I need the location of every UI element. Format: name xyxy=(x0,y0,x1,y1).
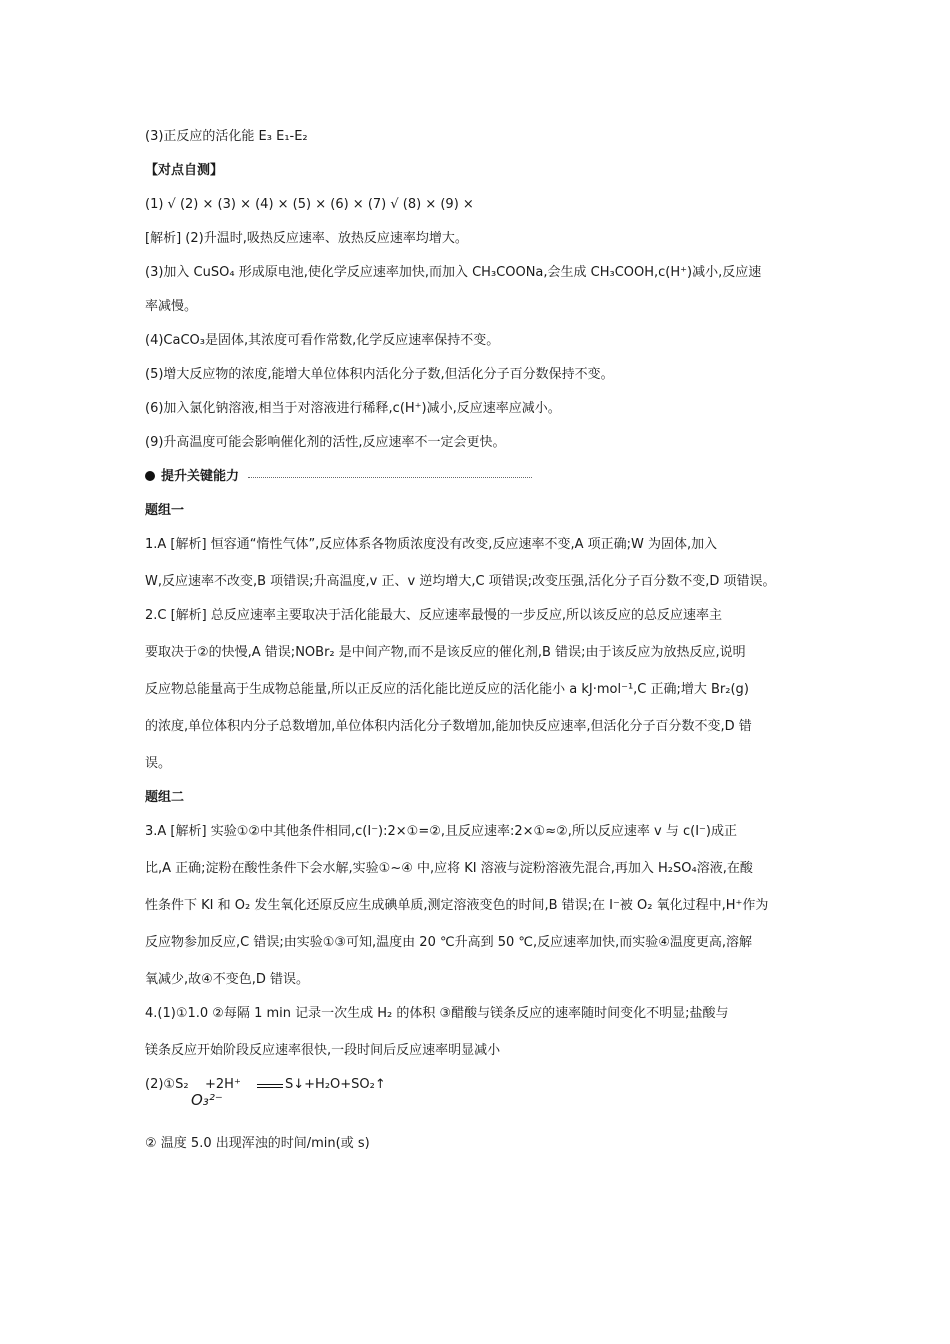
question-answer-line: 的浓度,单位体积内分子总数增加,单位体积内活化分子数增加,能加快反应速率,但活化分子百分数不变,D 错 xyxy=(145,719,752,734)
question-answer-line: 3.A [解析] 实验①②中其他条件相同,c(I⁻):2×①=②,且反应速率:2×①≈②,所以反应速率 v 与 c(I⁻)成正 xyxy=(145,824,737,839)
question-answer-line: 反应物总能量高于生成物总能量,所以正反应的活化能比逆反应的活化能小 a kJ·mol⁻¹,C 正确;增大 Br₂(g) xyxy=(145,682,749,697)
equals-sign xyxy=(257,1084,283,1088)
question-answer-line: 反应物参加反应,C 错误;由实验①③可知,温度由 20 ℃升高到 50 ℃,反应速率加快,而实验④温度更高,溶解 xyxy=(145,935,753,950)
answer-line-judgments: (1) √ (2) × (3) × (4) × (5) × (6) × (7) √ (8) × (9) × xyxy=(145,197,474,212)
analysis-line: 率减慢。 xyxy=(145,299,198,314)
dotted-divider xyxy=(248,477,532,478)
analysis-line: [解析] (2)升温时,吸热反应速率、放热反应速率均增大。 xyxy=(145,231,468,246)
analysis-line: (6)加入氯化钠溶液,相当于对溶液进行稀释,c(H⁺)减小,反应速率应减小。 xyxy=(145,401,561,416)
question-answer-line: 氧减少,故④不变色,D 错误。 xyxy=(145,972,310,987)
question-answer-line: 镁条反应开始阶段反应速率很快,一段时间后反应速率明显减小 xyxy=(145,1043,501,1058)
section-heading-key-abilities xyxy=(145,468,239,486)
analysis-line: (3)加入 CuSO₄ 形成原电池,使化学反应速率加快,而加入 CH₃COONa,会生成 CH₃COOH,c(H⁺)减小,反应速 xyxy=(145,265,762,280)
equation-part: O₃²⁻ xyxy=(191,1091,223,1109)
group-heading-two: 题组二 xyxy=(145,790,185,805)
analysis-line: (9)升高温度可能会影响催化剂的活性,反应速率不一定会更快。 xyxy=(145,435,506,450)
equation-part: +2H⁺ xyxy=(205,1077,241,1092)
section-heading-label: 提升关键能力 xyxy=(161,469,240,484)
question-answer-line: 性条件下 KI 和 O₂ 发生氧化还原反应生成碘单质,测定溶液变色的时间,B 错误;在 I⁻被 O₂ 氧化过程中,H⁺作为 xyxy=(145,898,769,913)
question-answer-line: 比,A 正确;淀粉在酸性条件下会水解,实验①~④ 中,应将 KI 溶液与淀粉溶液先混合,再加入 H₂SO₄溶液,在酸 xyxy=(145,861,753,876)
question-answer-line: 2.C [解析] 总反应速率主要取决于活化能最大、反应速率最慢的一步反应,所以该反应的总反应速率主 xyxy=(145,608,723,623)
answer-line-activation-energy: (3)正反应的活化能 E₃ E₁-E₂ xyxy=(145,129,308,144)
question-answer-line: 误。 xyxy=(145,756,172,771)
equation-part: S↓+H₂O+SO₂↑ xyxy=(285,1077,386,1092)
question-answer-line: ② 温度 5.0 出现浑浊的时间/min(或 s) xyxy=(145,1136,370,1151)
group-heading-one: 题组一 xyxy=(145,503,185,518)
analysis-line: (4)CaCO₃是固体,其浓度可看作常数,化学反应速率保持不变。 xyxy=(145,333,500,348)
analysis-line: (5)增大反应物的浓度,能增大单位体积内活化分子数,但活化分子百分数保持不变。 xyxy=(145,367,614,382)
equation-part: (2)①S₂ xyxy=(145,1077,189,1092)
section-heading-self-test: 【对点自测】 xyxy=(145,163,224,178)
question-answer-line: W,反应速率不改变,B 项错误;升高温度,v 正、v 逆均增大,C 项错误;改变压强,活化分子百分数不变,D 项错误。 xyxy=(145,574,776,589)
question-answer-line: 要取决于②的快慢,A 错误;NOBr₂ 是中间产物,而不是该反应的催化剂,B 错误;由于该反应为放热反应,说明 xyxy=(145,645,746,660)
question-answer-line: 4.(1)①1.0 ②每隔 1 min 记录一次生成 H₂ 的体积 ③醋酸与镁条反应的速率随时间变化不明显;盐酸与 xyxy=(145,1006,729,1021)
question-answer-line: 1.A [解析] 恒容通“惰性气体”,反应体系各物质浓度没有改变,反应速率不变,A 项正确;W 为固体,加入 xyxy=(145,537,718,552)
bullet-icon xyxy=(145,471,155,481)
